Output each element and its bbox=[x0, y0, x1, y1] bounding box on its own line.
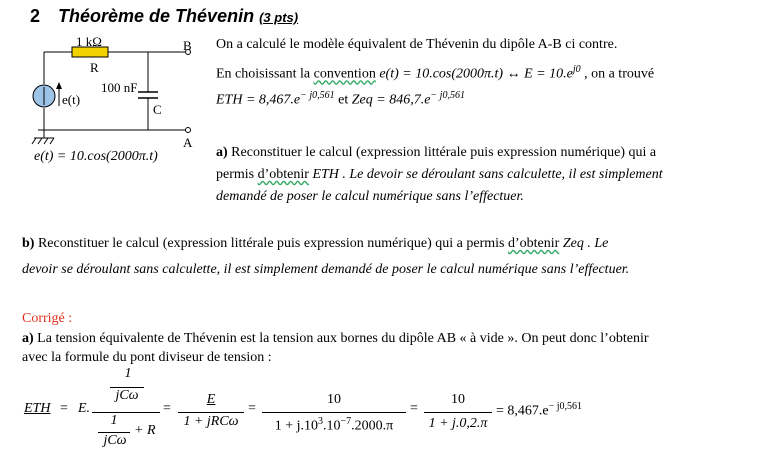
exercise-number: 2 bbox=[30, 6, 41, 26]
intro-line-1: On a calculé le modèle équivalent de Thévenin du dipôle A-B ci contre. bbox=[216, 37, 618, 52]
question-a-line-2 bbox=[216, 167, 663, 183]
corrige-a-label: a) bbox=[22, 331, 34, 346]
intro-text: En choisissant la bbox=[216, 66, 314, 82]
formula-frac2-bar bbox=[178, 412, 244, 413]
formula-frac2-num: E bbox=[206, 392, 216, 407]
capacitor-value: 100 nF bbox=[101, 80, 138, 95]
question-b-obtenir: d’obtenir bbox=[507, 236, 560, 251]
intro-exponent: j0 bbox=[572, 64, 581, 75]
formula-result-exponent: − j0,561 bbox=[548, 401, 583, 412]
intro-line-3 bbox=[216, 90, 465, 109]
corrige-a-text: La tension équivalente de Thévenin est la tension aux bornes du dipôle AB « à vide ». On peut donc l’obtenir bbox=[33, 331, 649, 346]
formula-result bbox=[496, 401, 582, 420]
exercise-title-text: Théorème de Thévenin bbox=[58, 6, 255, 26]
den3-exp: −7 bbox=[340, 416, 352, 427]
formula-num-jcw: jCω bbox=[115, 388, 139, 403]
resistor-name: R bbox=[90, 60, 99, 75]
formula-plus-r: + R bbox=[134, 423, 156, 438]
and-text: et bbox=[334, 92, 352, 108]
question-b-variable: Zeq bbox=[559, 236, 584, 251]
terminal-a bbox=[186, 128, 191, 133]
formula-lhs: ETH bbox=[24, 401, 51, 416]
den3-exp: 3 bbox=[318, 416, 324, 427]
corrige-a-line-2: avec la formule du pont diviseur de tension : bbox=[22, 350, 272, 365]
question-b-note: . Le bbox=[583, 236, 609, 251]
ground-hatch bbox=[38, 138, 42, 144]
eth-value: ETH = 8,467.e bbox=[216, 92, 301, 108]
formula-frac4-bar bbox=[424, 412, 492, 413]
corrige-heading: Corrigé : bbox=[22, 311, 73, 326]
formula-result-value: = 8,467.e bbox=[496, 403, 549, 419]
formula-frac4-den: 1 + j.0,2.π bbox=[428, 416, 488, 431]
resistor-value: 1 kΩ bbox=[76, 34, 102, 49]
formula-e-coef: E. bbox=[78, 401, 91, 416]
question-b-label: b) bbox=[22, 236, 35, 251]
formula-frac4-num: 10 bbox=[451, 392, 465, 407]
formula-frac3-bar bbox=[262, 412, 406, 413]
eth-exponent: − j0,561 bbox=[300, 90, 335, 101]
den3-part: .10 bbox=[323, 418, 341, 434]
points-badge: (3 pts) bbox=[259, 10, 299, 25]
node-b-label: B bbox=[183, 38, 192, 53]
ground-hatch bbox=[32, 138, 36, 144]
source-arrow-head bbox=[56, 82, 62, 89]
zeq-exponent: − j0,561 bbox=[430, 90, 465, 101]
intro-convention: convention bbox=[313, 66, 376, 82]
ground-hatch bbox=[44, 138, 48, 144]
formula-den-one: 1 bbox=[110, 413, 118, 428]
zeq-value: Zeq = 846,7.e bbox=[351, 92, 431, 108]
formula-frac3-num: 10 bbox=[327, 392, 341, 407]
formula-equals: = bbox=[60, 401, 68, 416]
question-a-label: a) bbox=[216, 145, 228, 160]
source-equation: e(t) = 10.cos(2000π.t) bbox=[34, 149, 158, 164]
question-a-obtenir: d’obtenir bbox=[257, 167, 309, 182]
source-label: e(t) bbox=[62, 92, 81, 107]
question-a-text: Reconstituer le calcul (expression littérale puis expression numérique) qui a bbox=[227, 145, 657, 160]
question-b-line-2: devoir se déroulant sans calculette, il est simplement demandé de poser le calcul numérique sans l’effectuer. bbox=[22, 262, 630, 277]
question-a-line-1 bbox=[216, 145, 656, 161]
question-a-text: permis bbox=[216, 167, 258, 182]
intro-text-end: , on a trouvé bbox=[580, 66, 655, 82]
formula-frac2-den: 1 + jRCω bbox=[183, 414, 239, 429]
formula-frac3-den bbox=[258, 416, 410, 435]
node-a-label: A bbox=[183, 135, 193, 150]
question-a-line-3: demandé de poser le calcul numérique sans l’effectuer. bbox=[216, 189, 524, 204]
intro-equation: e(t) = 10.cos(2000π.t) ↔ E = 10.e bbox=[375, 66, 573, 82]
formula-equals-2: = bbox=[163, 401, 171, 416]
question-b-line-1 bbox=[22, 236, 608, 252]
exercise-title bbox=[30, 6, 298, 27]
question-b-text: Reconstituer le calcul (expression littérale puis expression numérique) qui a permis bbox=[34, 236, 508, 251]
formula-equals-4: = bbox=[410, 401, 418, 416]
formula-num-one: 1 bbox=[124, 366, 132, 381]
question-a-variable: ETH bbox=[308, 167, 339, 182]
den3-part: 1 + j.10 bbox=[274, 418, 319, 434]
den3-part: .2000.π bbox=[351, 418, 394, 434]
question-a-note: . Le devoir se déroulant sans calculette, il est simplement bbox=[338, 167, 663, 182]
corrige-a-line-1 bbox=[22, 331, 649, 347]
intro-line-2 bbox=[216, 64, 654, 83]
ground-hatch bbox=[50, 138, 54, 144]
formula-equals-3: = bbox=[248, 401, 256, 416]
formula-den-jcw: jCω bbox=[103, 433, 127, 448]
capacitor-name: C bbox=[153, 102, 162, 117]
